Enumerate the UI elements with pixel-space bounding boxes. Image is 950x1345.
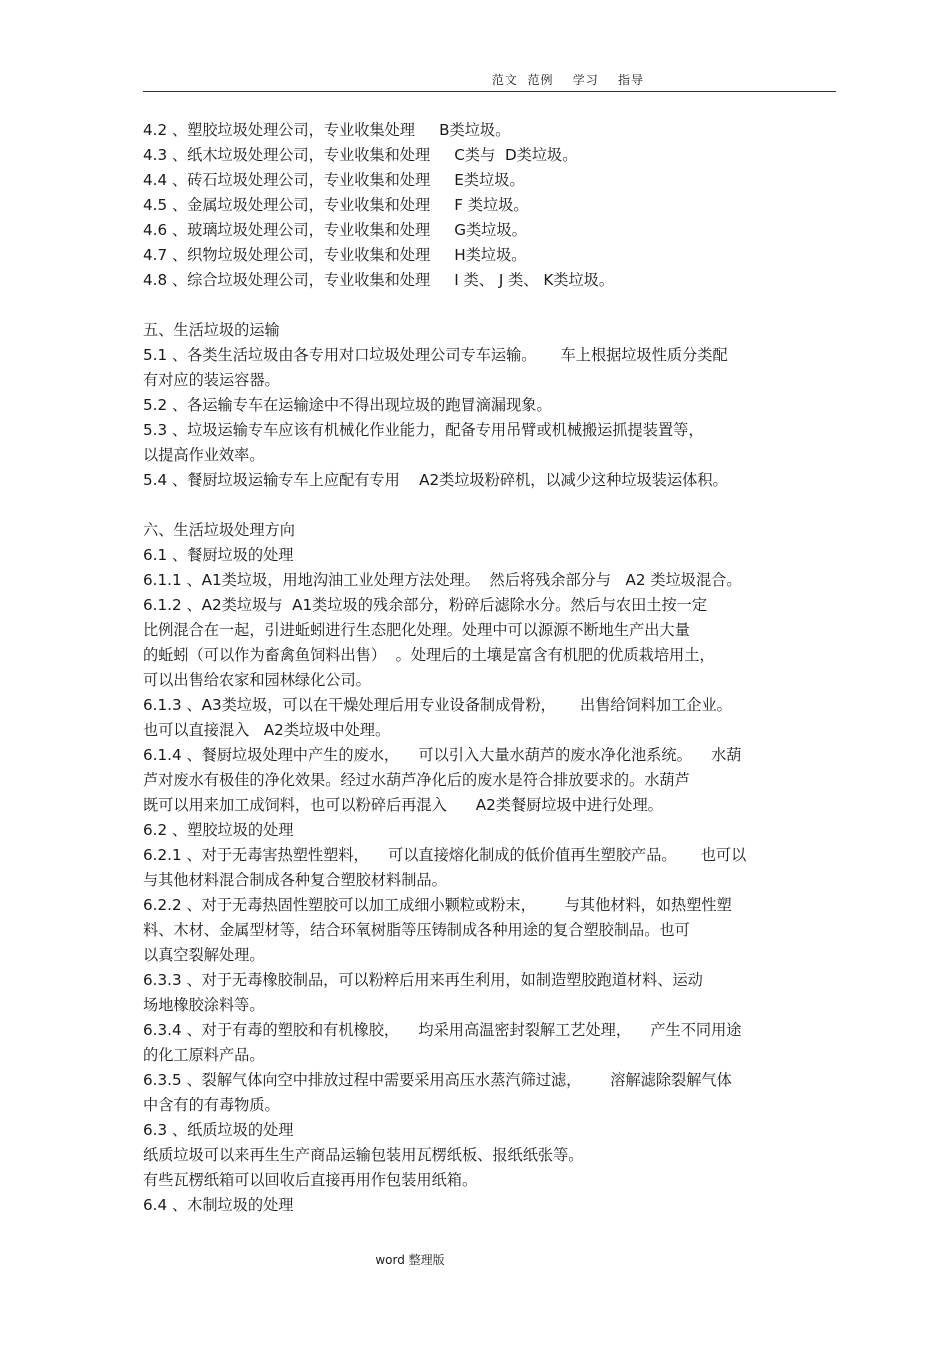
text-line: 6.1.1 、A1类垃圾，用地沟油工业处理方法处理。 然后将残余部分与 A2 类垃圾混合。 (143, 571, 742, 589)
text-line: 六、生活垃圾处理方向 (143, 521, 295, 539)
text-line: 有对应的装运容器。 (143, 371, 280, 389)
text-line: 6.1.4 、餐厨垃圾处理中产生的废水， 可以引入大量水葫芦的废水净化池系统。 水葫 (143, 746, 742, 764)
text-line: 5.1 、各类生活垃圾由各专用对口垃圾处理公司专车运输。 车上根据垃圾性质分类配 (143, 346, 728, 364)
text-line: 6.2 、塑胶垃圾的处理 (143, 821, 294, 839)
text-line: 中含有的有毒物质。 (143, 1096, 280, 1114)
text-line: 4.2 、塑胶垃圾处理公司，专业收集处理 B类垃圾。 (143, 121, 511, 139)
text-line: 与其他材料混合制成各种复合塑胶材料制品。 (143, 871, 447, 889)
text-line: 6.4 、木制垃圾的处理 (143, 1196, 294, 1214)
text-line: 6.3.5 、裂解气体向空中排放过程中需要采用高压水蒸汽筛过滤， 溶解滤除裂解气体 (143, 1071, 732, 1089)
text-line: 比例混合在一起，引进蚯蚓进行生态肥化处理。处理中可以源源不断地生产出大量 (143, 621, 690, 639)
footer-text: word 整理版 (375, 1253, 445, 1267)
text-line: 可以出售给农家和园林绿化公司。 (143, 671, 371, 689)
page-header (143, 68, 836, 92)
text-line: 4.8 、综合垃圾处理公司，专业收集和处理 I 类、 J 类、 K类垃圾。 (143, 271, 615, 289)
text-line: 芦对废水有极佳的净化效果。经过水葫芦净化后的废水是符合排放要求的。水葫芦 (143, 771, 690, 789)
header-text: 范文 范例 学习 指导 (491, 73, 644, 87)
text-line: 纸质垃圾可以来再生生产商品运输包装用瓦楞纸板、报纸纸张等。 (143, 1146, 584, 1164)
text-line: 的化工原料产品。 (143, 1046, 265, 1064)
text-line: 料、木材、金属型材等，结合环氧树脂等压铸制成各种用途的复合塑胶制品。也可 (143, 921, 690, 939)
text-line: 6.1.3 、A3类垃圾，可以在干燥处理后用专业设备制成骨粉， 出售给饲料加工企业。 (143, 696, 732, 714)
text-line: 4.3 、纸木垃圾处理公司，专业收集和处理 C类与 D类垃圾。 (143, 146, 578, 164)
text-line: 6.1.2 、A2类垃圾与 A1类垃圾的残余部分，粉碎后滤除水分。然后与农田土按一定 (143, 596, 708, 614)
text-line: 4.5 、金属垃圾处理公司，专业收集和处理 F 类垃圾。 (143, 196, 529, 214)
section-gap (143, 293, 843, 318)
text-line: 6.3.4 、对于有毒的塑胶和有机橡胶， 均采用高温密封裂解工艺处理， 产生不同用途 (143, 1021, 742, 1039)
text-line: 也可以直接混入 A2类垃圾中处理。 (143, 721, 391, 739)
text-line: 5.3 、垃圾运输专车应该有机械化作业能力，配备专用吊臂或机械搬运抓提装置等， (143, 421, 704, 439)
text-line: 5.2 、各运输专车在运输途中不得出现垃圾的跑冒滴漏现象。 (143, 396, 552, 414)
document-body (143, 118, 843, 1218)
text-line: 6.1 、餐厨垃圾的处理 (143, 546, 294, 564)
text-line: 有些瓦楞纸箱可以回收后直接再用作包装用纸箱。 (143, 1171, 478, 1189)
text-line: 既可以用来加工成饲料，也可以粉碎后再混入 A2类餐厨垃圾中进行处理。 (143, 796, 663, 814)
text-line: 五、生活垃圾的运输 (143, 321, 280, 339)
page-footer (0, 1251, 950, 1268)
section-gap (143, 493, 843, 518)
text-line: 6.3.3 、对于无毒橡胶制品，可以粉粹后用来再生利用，如制造塑胶跑道材料、运动 (143, 971, 703, 989)
text-line: 以提高作业效率。 (143, 446, 265, 464)
header-rule (143, 91, 836, 92)
text-line: 5.4 、餐厨垃圾运输专车上应配有专用 A2类垃圾粉碎机，以减少这种垃圾装运体积。 (143, 471, 728, 489)
text-line: 4.6 、玻璃垃圾处理公司，专业收集和处理 G类垃圾。 (143, 221, 527, 239)
text-line: 的蚯蚓（可以作为畜禽鱼饲料出售） 。处理后的土壤是富含有机肥的优质栽培用土， (143, 646, 715, 664)
text-line: 场地橡胶涂料等。 (143, 996, 265, 1014)
text-line: 4.7 、织物垃圾处理公司，专业收集和处理 H类垃圾。 (143, 246, 527, 264)
text-line: 4.4 、砖石垃圾处理公司，专业收集和处理 E类垃圾。 (143, 171, 525, 189)
text-line: 6.2.1 、对于无毒害热塑性塑料， 可以直接熔化制成的低价值再生塑胶产品。 也可以 (143, 846, 747, 864)
text-line: 6.2.2 、对于无毒热固性塑胶可以加工成细小颗粒或粉末， 与其他材料，如热塑性塑 (143, 896, 732, 914)
text-line: 以真空裂解处理。 (143, 946, 265, 964)
text-line: 6.3 、纸质垃圾的处理 (143, 1121, 294, 1139)
